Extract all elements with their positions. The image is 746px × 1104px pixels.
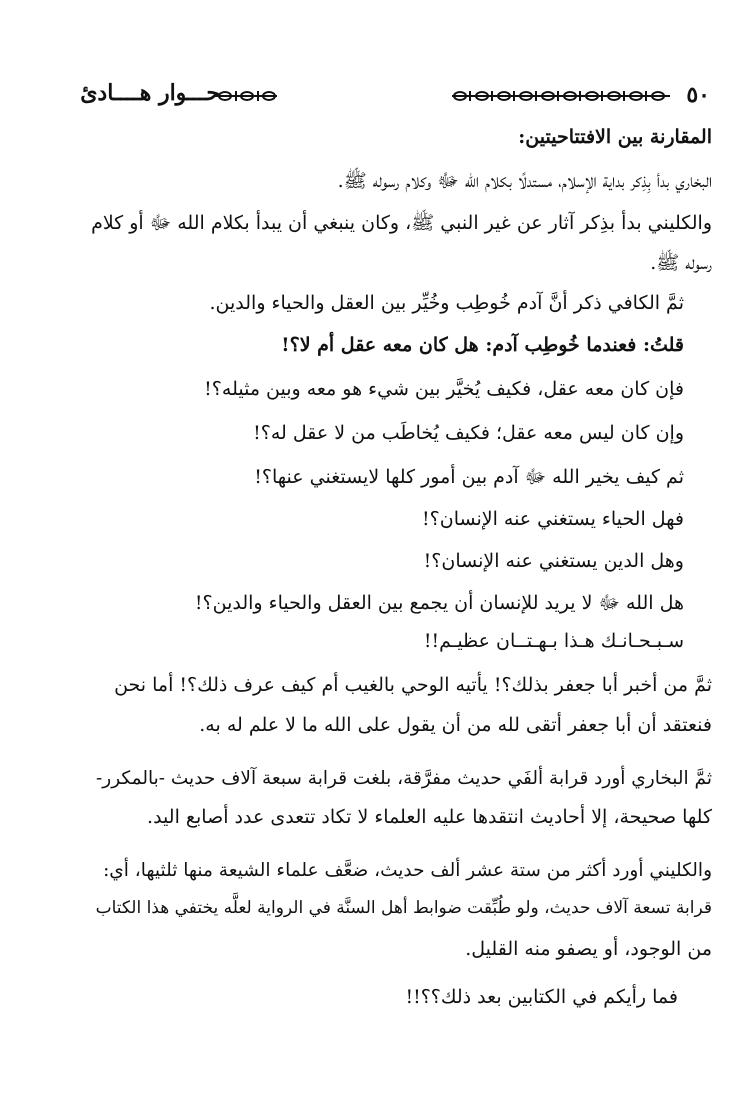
ornament-border-icon: [452, 84, 670, 108]
ornament-border-icon: [215, 84, 277, 108]
paragraph-line: والكليني بدأ بذِكر آثار عن غير النبي ﷺ، وكان ينبغي أن يبدأ بكلام الله ﷻ أو كلام: [91, 212, 712, 234]
paragraph-line: ثمَّ البخاري أورد قرابة ألفَي حديث مفرَّقة، بلغت قرابة سبعة آلاف حديث -بالمكرر-: [96, 768, 712, 789]
paragraph-line: قرابة تسعة آلاف حديث، ولو طُبِّقت ضوابط أهل السنَّة في الرواية لعلَّه يختفي هذا الكتاب: [95, 898, 712, 918]
page-number: ٥٠: [686, 82, 710, 108]
paragraph-line: فنعتقد أن أبا جعفر أتقى لله من أن يقول على الله ما لا علم له به.: [199, 714, 712, 736]
paragraph-line: فإن كان معه عقل، فكيف يُخيَّر بين شيء هو معه وبين مثيله؟!: [204, 378, 684, 400]
paragraph-line: هل الله ﷻ لا يريد للإنسان أن يجمع بين العقل والحياء والدين؟!: [194, 592, 684, 614]
paragraph-line: وهل الدين يستغني عنه الإنسان؟!: [423, 550, 684, 572]
paragraph-line: فهل الحياء يستغني عنه الإنسان؟!: [422, 508, 684, 530]
paragraph-line: ثمَّ الكافي ذكر أنَّ آدم خُوطِب وخُيِّر بين العقل والحياء والدين.: [209, 292, 684, 314]
paragraph-line: ثم كيف يخير الله ﷻ آدم بين أمور كلها لايستغني عنها؟!: [254, 466, 684, 488]
paragraph-line: قلتُ: فعندما خُوطِب آدم: هل كان معه عقل أم لا؟!: [281, 334, 684, 356]
paragraph-line: والكليني أورد أكثر من ستة عشر ألف حديث، ضعَّف علماء الشيعة منها ثلثيها، أي:: [103, 860, 712, 881]
paragraph-line: فما رأيكم في الكتابين بعد ذلك؟؟!!: [405, 986, 678, 1008]
page-header: [80, 80, 710, 112]
paragraph-line: كلها صحيحة، إلا أحاديث انتقدها عليه العلماء لا تكاد تتعدى عدد أصابع اليد.: [147, 806, 712, 828]
running-title: حـــوار هــــادئ: [80, 80, 220, 106]
paragraph-line: من الوجود، أو يصفو منه القليل.: [465, 938, 712, 960]
paragraph-line: ثمَّ من أخبر أبا جعفر بذلك؟! يأتيه الوحي بالغيب أم كيف عرف ذلك؟! أما نحن: [114, 674, 712, 696]
paragraph-line: سـبـحـانـك هـذا بـهـتــان عظيـم!!: [423, 630, 684, 652]
paragraph-line: البخاري بدأ بِذِكر بداية الإسلام، مستدلًا بكلام الله ﷻ وكلام رسوله ﷺ.: [337, 170, 712, 192]
section-heading: المقارنة بين الافتتاحيتين:: [518, 126, 712, 148]
paragraph-line: وإن كان ليس معه عقل؛ فكيف يُخاطَب من لا عقل له؟!: [253, 422, 684, 444]
paragraph-line: رسوله ﷺ.: [650, 252, 712, 274]
